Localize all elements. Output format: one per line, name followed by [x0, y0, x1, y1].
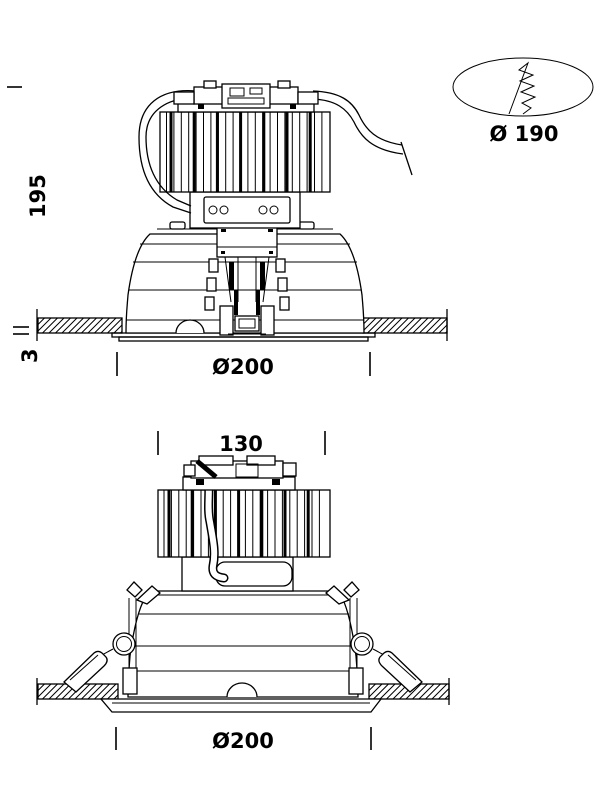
- cutout-diameter-label: Ø 190: [489, 122, 559, 146]
- cutout-detail: [453, 58, 593, 146]
- dim-diameter-label: Ø200: [212, 355, 274, 379]
- dome-tab-left: [170, 222, 185, 229]
- cutout-symbol-icon: [509, 63, 535, 114]
- trim-ring-bottom: [101, 699, 381, 712]
- dim-recess-label: 3: [18, 348, 42, 363]
- connector-assembly-bottom: [183, 456, 296, 490]
- cable-pocket: [216, 562, 292, 586]
- heatsink-bottom: [158, 490, 330, 557]
- heatsink: [160, 112, 330, 192]
- dim-width-label: 130: [219, 432, 263, 456]
- cable-break-mark: [401, 142, 412, 175]
- connector-assembly: [174, 81, 318, 112]
- housing-dome-bottom: [128, 591, 358, 697]
- ceiling-hatch-left: [38, 318, 122, 333]
- dim-diameter-label: Ø200: [212, 729, 274, 753]
- ceiling-hatch-right: [363, 318, 447, 333]
- bottom-view-drawing: [37, 431, 449, 753]
- dome-tab-right: [299, 222, 314, 229]
- driver-body-bottom: [182, 557, 293, 591]
- dim-height-label: 195: [26, 174, 50, 218]
- driver-box: [190, 192, 300, 228]
- top-view-drawing: [7, 81, 447, 379]
